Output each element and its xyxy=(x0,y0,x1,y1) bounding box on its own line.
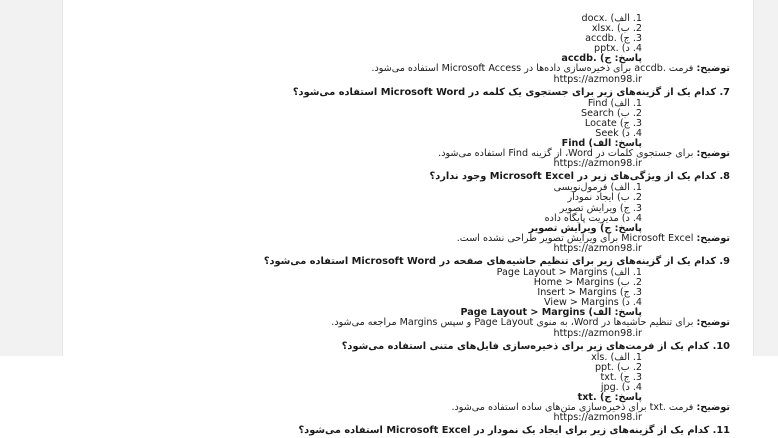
answer-option: 3. ج) Insert > Margins xyxy=(537,287,642,299)
question-title: 11. کدام یک از گزینه‌های زیر برای ایجاد یک نمودار در Microsoft Excel استفاده می‌شود؟ xyxy=(298,425,730,437)
source-link[interactable]: https://azmon98.ir xyxy=(553,327,642,339)
answer-option: 1. الف) فرمول‌نویسی xyxy=(553,182,642,194)
answer-option: 4. د) .jpg xyxy=(600,381,642,393)
explanation-label: توضیح: xyxy=(696,148,730,160)
answer-option: 2. ب) Search xyxy=(580,107,642,119)
explanation-text: فرمت .txt برای ذخیره‌سازی متن‌های ساده استفاده می‌شود. xyxy=(451,402,694,414)
question-block xyxy=(110,341,730,424)
question-title: 7. کدام یک از گزینه‌های زیر برای جستجوی یک کلمه در Microsoft Word استفاده می‌شود؟ xyxy=(292,86,730,98)
source-link[interactable]: https://azmon98.ir xyxy=(553,412,642,424)
source-link[interactable]: https://azmon98.ir xyxy=(553,73,642,85)
correct-answer: پاسخ: ج) .accdb xyxy=(561,53,642,65)
question-block xyxy=(110,425,730,436)
answer-option: 1. الف) .docx xyxy=(581,13,642,24)
answer-option: 4. د) .pptx xyxy=(594,43,642,55)
answer-option: 3. ج) ویرایش تصویر xyxy=(559,202,642,214)
quiz-content xyxy=(110,14,730,438)
answer-option: 4. د) View > Margins xyxy=(544,297,642,309)
correct-answer: پاسخ: الف) Find xyxy=(561,138,642,150)
question-title: 8. کدام یک از ویژگی‌های زیر در Microsoft Excel وجود ندارد؟ xyxy=(429,171,730,183)
question-title: 9. کدام یک از گزینه‌های زیر برای تنظیم حاشیه‌های صفحه در Microsoft Word استفاده می‌شود؟ xyxy=(263,255,730,267)
answer-option: 4. د) Seek xyxy=(595,127,642,139)
answer-option: 2. ب) ایجاد نمودار xyxy=(567,192,642,204)
answer-option: 2. ب) .ppt xyxy=(594,361,642,373)
answer-option: 4. د) مدیریت پایگاه داده xyxy=(544,212,642,224)
answer-option: 2. ب) Home > Margins xyxy=(533,277,642,289)
explanation-text: برای جستجوی کلمات در Word، از گزینه Find استفاده می‌شود. xyxy=(438,148,694,160)
explanation-label: توضیح: xyxy=(696,402,730,414)
question-title: 10. کدام یک از فرمت‌های زیر برای ذخیره‌سازی فایل‌های متنی استفاده می‌شود؟ xyxy=(341,340,730,352)
explanation-label: توضیح: xyxy=(696,317,730,329)
answer-option: 3. ج) Locate xyxy=(584,117,642,129)
question-block xyxy=(110,14,730,85)
answer-option: 1. الف) Find xyxy=(587,97,642,109)
source-link[interactable]: https://azmon98.ir xyxy=(553,158,642,170)
correct-answer: پاسخ: الف) Page Layout > Margins xyxy=(460,307,642,319)
question-block xyxy=(110,256,730,339)
explanation-text: برای تنظیم حاشیه‌ها در Word، به منوی Page Layout و سپس Margins مراجعه می‌شود. xyxy=(331,317,694,329)
explanation-label: توضیح: xyxy=(696,232,730,244)
correct-answer: پاسخ: ج) ویرایش تصویر xyxy=(528,222,642,234)
source-link[interactable]: https://azmon98.ir xyxy=(553,242,642,254)
question-block xyxy=(110,87,730,170)
explanation-text: Microsoft Excel برای ویرایش تصویر طراحی نشده است. xyxy=(456,232,694,244)
question-block xyxy=(110,171,730,254)
answer-option: 1. الف) .xls xyxy=(591,351,642,363)
answer-option: 3. ج) .accdb xyxy=(585,33,642,45)
correct-answer: پاسخ: ج) .txt xyxy=(577,392,642,403)
explanation-text: فرمت .accdb برای ذخیره‌سازی داده‌ها در Microsoft Access استفاده می‌شود. xyxy=(371,63,694,75)
answer-option: 1. الف) Page Layout > Margins xyxy=(496,266,642,278)
explanation-label: توضیح: xyxy=(696,63,730,75)
answer-option: 3. ج) .txt xyxy=(600,371,642,383)
answer-option: 2. ب) .xlsx xyxy=(591,23,642,35)
